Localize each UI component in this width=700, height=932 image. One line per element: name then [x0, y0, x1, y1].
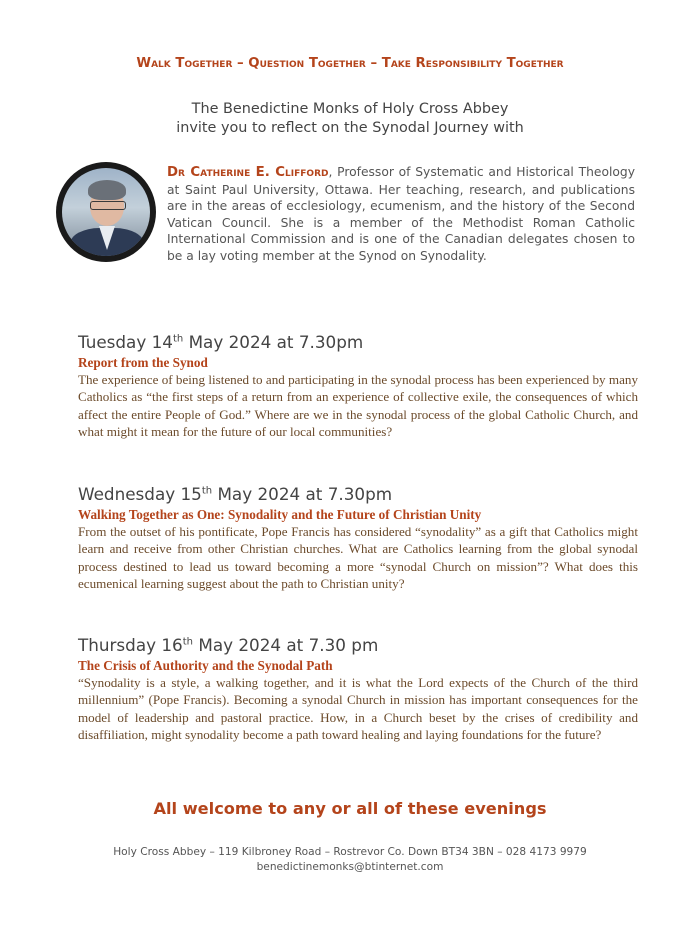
speaker-portrait	[56, 162, 156, 262]
event-title: Report from the Synod	[78, 355, 208, 370]
welcome-message: All welcome to any or all of these evenings	[153, 799, 547, 818]
invitation	[0, 100, 700, 138]
event-date: Tuesday 14th May 2024 at 7.30pm	[78, 332, 364, 352]
event-description: From the outset of his pontificate, Pope Francis has considered “synodality” as a gift that Catholics might learn and receive from other Christian churches. What are Catholics learning from the global synodal process destined to lead us toward becoming a more “synodal Church on mission”? What does this ecumenical learning suggest about the path to Christian unity?	[78, 524, 638, 592]
event-tuesday	[78, 332, 638, 441]
event-thursday	[78, 635, 638, 744]
footer-address: Holy Cross Abbey – 119 Kilbroney Road – Rostrevor Co. Down BT34 3BN – 028 4173 9979	[113, 846, 587, 858]
footer-email[interactable]: benedictinemonks@btinternet.com	[256, 861, 444, 873]
invitation-line-1: The Benedictine Monks of Holy Cross Abbey	[191, 101, 509, 117]
speaker-bio-text: , Professor of Systematic and Historical Theology at Saint Paul University, Ottawa. Her teaching, research, and publications are in the areas of ecclesiology, ecumenism, and the history of the Second Vatican Council. She is a member of the Methodist Roman Catholic International Commission and is one of the Canadian delegates chosen to be a lay voting member at the Synod on Synodality.	[167, 165, 635, 263]
invitation-line-2: invite you to reflect on the Synodal Journey with	[176, 120, 524, 136]
speaker-bio	[167, 164, 635, 265]
event-date: Thursday 16th May 2024 at 7.30 pm	[78, 635, 379, 655]
event-description: The experience of being listened to and participating in the synodal process has been experienced by many Catholics as “the first steps of a return from an experience of collective exile, the consequences of which affect the entire People of God.” Where are we in the synodal process of the global Catholic Church, and what might it mean for the future of our local communities?	[78, 372, 638, 440]
event-date: Wednesday 15th May 2024 at 7.30pm	[78, 484, 393, 504]
event-wednesday	[78, 484, 638, 593]
speaker-name: Dr Catherine E. Clifford	[167, 165, 329, 180]
event-description: “Synodality is a style, a walking together, and it is what the Lord expects of the Church of the third millennium” (Pope Francis). Becoming a synodal Church in mission has important consequences for the model of leadership and pastoral practice. How, in a Church beset by the crises of credibility and disaffiliation, might synodality become a path toward healing and laying foundations for the future?	[78, 675, 638, 743]
footer-contact	[0, 845, 700, 875]
event-title: Walking Together as One: Synodality and the Future of Christian Unity	[78, 507, 482, 522]
headline: Walk Together – Question Together – Take Responsibility Together	[136, 56, 564, 71]
event-title: The Crisis of Authority and the Synodal Path	[78, 658, 333, 673]
